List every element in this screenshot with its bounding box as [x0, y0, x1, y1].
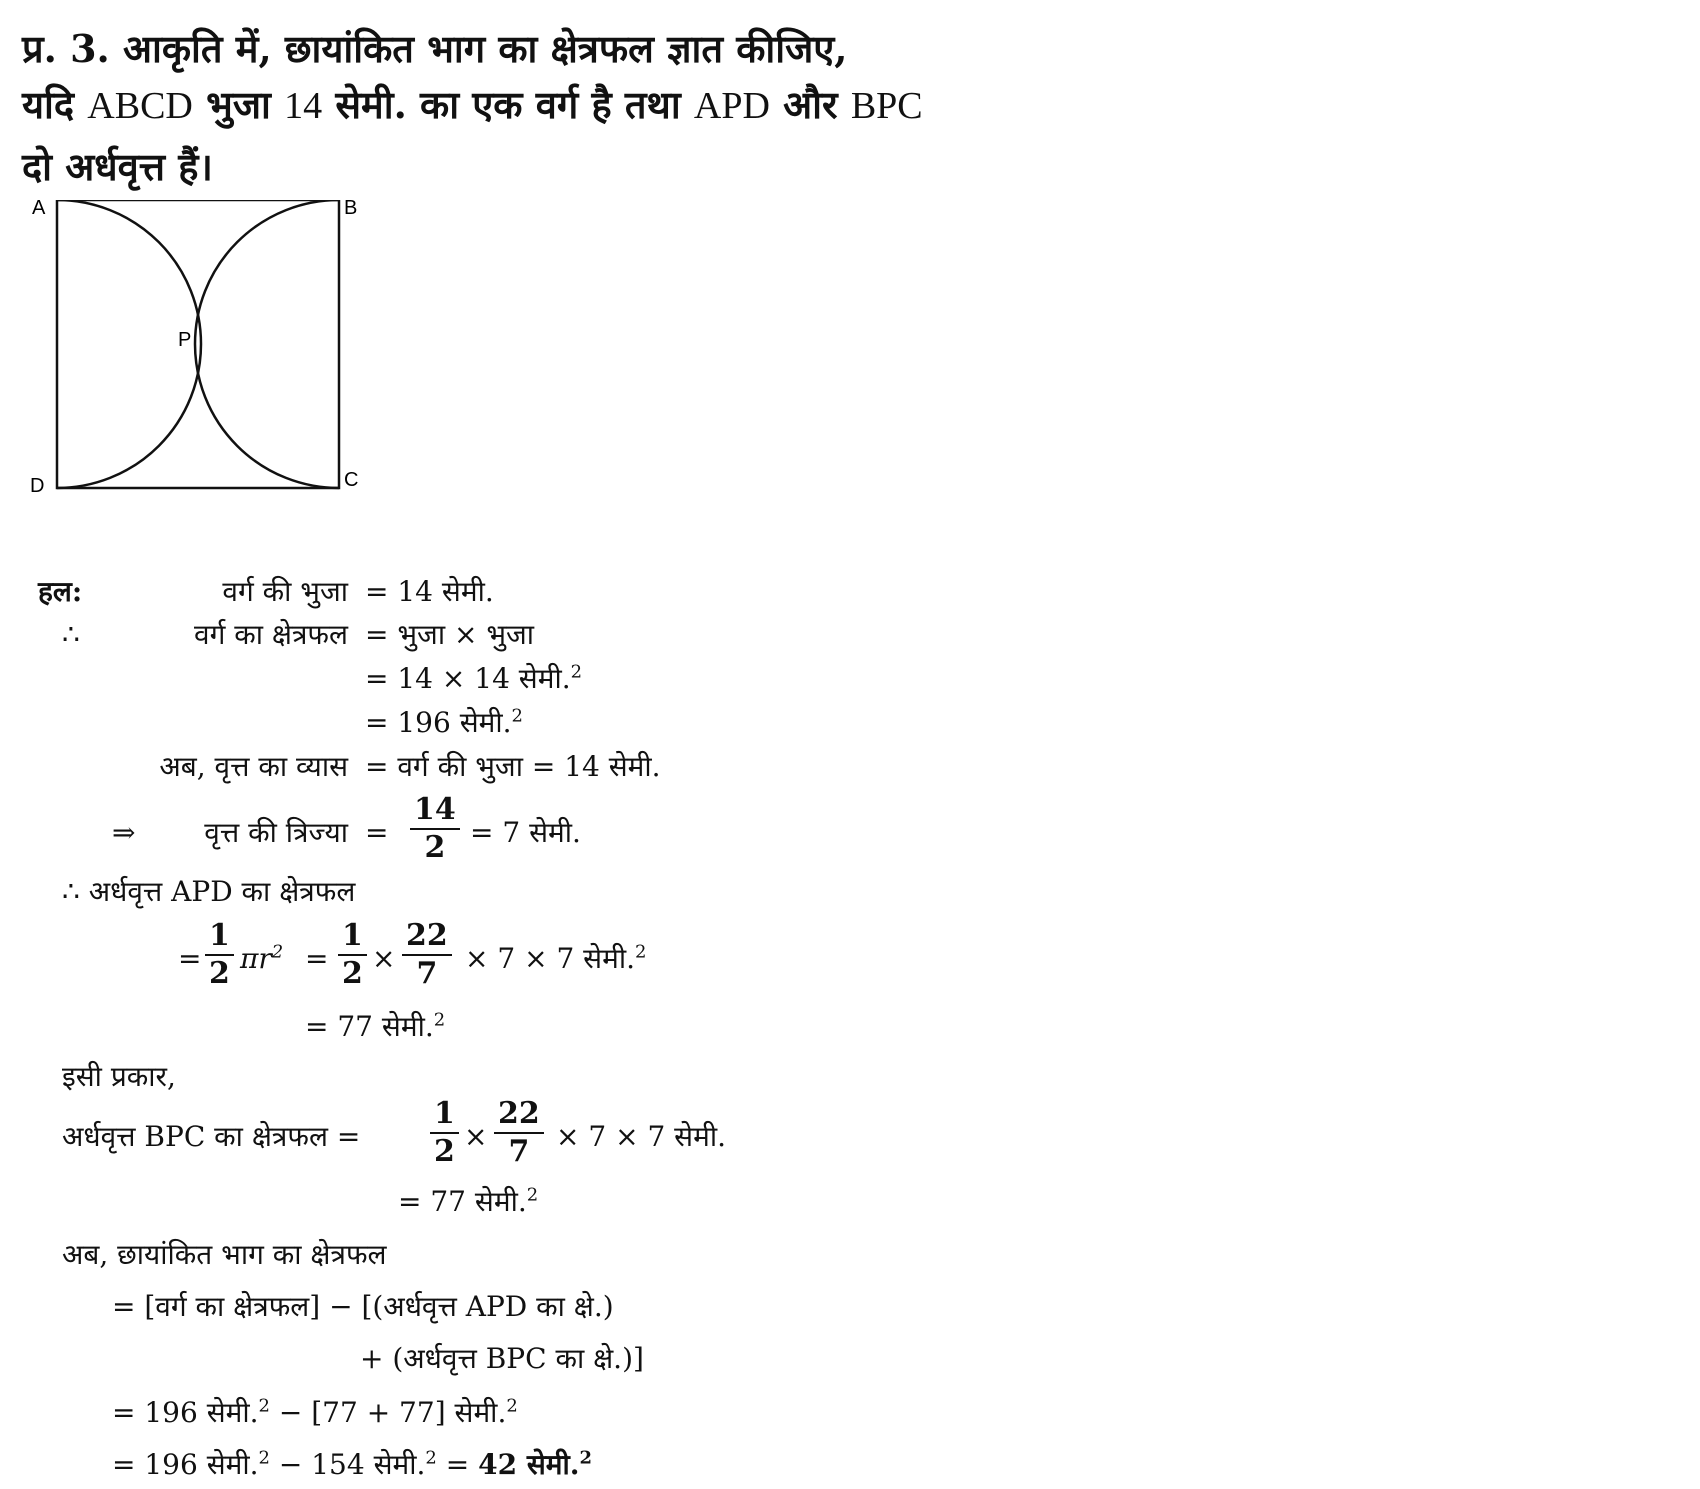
radius-label: वृत्त की त्रिज्या	[204, 816, 348, 849]
label-p: P	[178, 329, 192, 351]
eq-sign-1: =	[178, 942, 202, 975]
square-abcd	[57, 200, 339, 488]
question-line-1: प्र. 3. आकृति में, छायांकित भाग का क्षेत्रफल ज्ञात कीजिए,	[22, 26, 848, 71]
apd-area-result: = 77 सेमी.$^2$	[305, 1009, 446, 1043]
similarly-label: इसी प्रकार,	[62, 1060, 176, 1093]
side-label: वर्ग की भुजा	[222, 575, 348, 608]
square-area-label: वर्ग का क्षेत्रफल	[194, 618, 348, 651]
label-d: D	[30, 475, 45, 497]
times-sign-1: ×	[372, 942, 396, 975]
implies-arrow: ⇒	[112, 816, 136, 849]
shaded-area-formula-2: + (अर्धवृत्त BPC का क्षे.)]	[360, 1342, 644, 1375]
solution-label: हल:	[38, 575, 83, 608]
pi-r-squared: $\pi r^2$	[240, 941, 284, 975]
bpc-area-label: अर्धवृत्त BPC का क्षेत्रफल =	[62, 1120, 361, 1153]
question-line-3: दो अर्धवृत्त हैं।	[22, 144, 213, 189]
fraction-1-over-2-b: $\frac{1}{2}$	[338, 918, 367, 992]
label-a: A	[32, 200, 46, 219]
bpc-area-tail: × 7 × 7 सेमी.	[556, 1120, 726, 1153]
semicircle-bpc	[195, 200, 339, 488]
fraction-1-over-2-a: $\frac{1}{2}$	[205, 918, 234, 992]
label-b: B	[344, 200, 358, 219]
shaded-area-step: = 196 सेमी.$^2$ − [77 + 77] सेमी.$^2$	[112, 1395, 518, 1429]
final-answer: 42 सेमी.$^2$	[478, 1447, 593, 1481]
diameter-value: = वर्ग की भुजा = 14 सेमी.	[365, 750, 661, 783]
fraction-1-over-2-c: $\frac{1}{2}$	[430, 1096, 459, 1170]
radius-value: = 7 सेमी.	[470, 816, 581, 849]
apd-area-tail: × 7 × 7 सेमी.$^2$	[465, 941, 647, 975]
label-c: C	[344, 469, 359, 491]
diameter-label: अब, वृत्त का व्यास	[159, 750, 348, 783]
times-sign-2: ×	[464, 1120, 488, 1153]
square-area-formula: = भुजा × भुजा	[365, 618, 535, 651]
therefore-symbol: ∴	[62, 618, 80, 651]
shaded-area-result: = 196 सेमी.$^2$ − 154 सेमी.$^2$ = 42 सेमी.$^2$	[112, 1447, 593, 1481]
radius-equals: =	[365, 816, 389, 849]
side-value: = 14 सेमी.	[365, 575, 494, 608]
fraction-22-over-7-a: $\frac{22}{7}$	[402, 918, 452, 992]
shaded-area-formula-1: = [वर्ग का क्षेत्रफल] − [(अर्धवृत्त APD का क्षे.)	[112, 1290, 614, 1323]
square-area-result: = 196 सेमी.$^2$	[365, 705, 523, 739]
fraction-22-over-7-b: $\frac{22}{7}$	[494, 1096, 544, 1170]
fraction-14-over-2: $\frac{14}{2}$	[410, 792, 460, 866]
square-area-step: = 14 × 14 सेमी.$^2$	[365, 661, 583, 695]
semicircle-apd-area-heading: ∴ अर्धवृत्त APD का क्षेत्रफल	[62, 875, 356, 908]
shaded-area-heading: अब, छायांकित भाग का क्षेत्रफल	[62, 1238, 387, 1271]
eq-sign-2: =	[305, 942, 329, 975]
question-line-2: यदि ABCD भुजा 14 सेमी. का एक वर्ग है तथा APD और BPC	[22, 82, 923, 127]
square-semicircles-figure	[0, 200, 400, 500]
bpc-area-result: = 77 सेमी.$^2$	[398, 1184, 539, 1218]
